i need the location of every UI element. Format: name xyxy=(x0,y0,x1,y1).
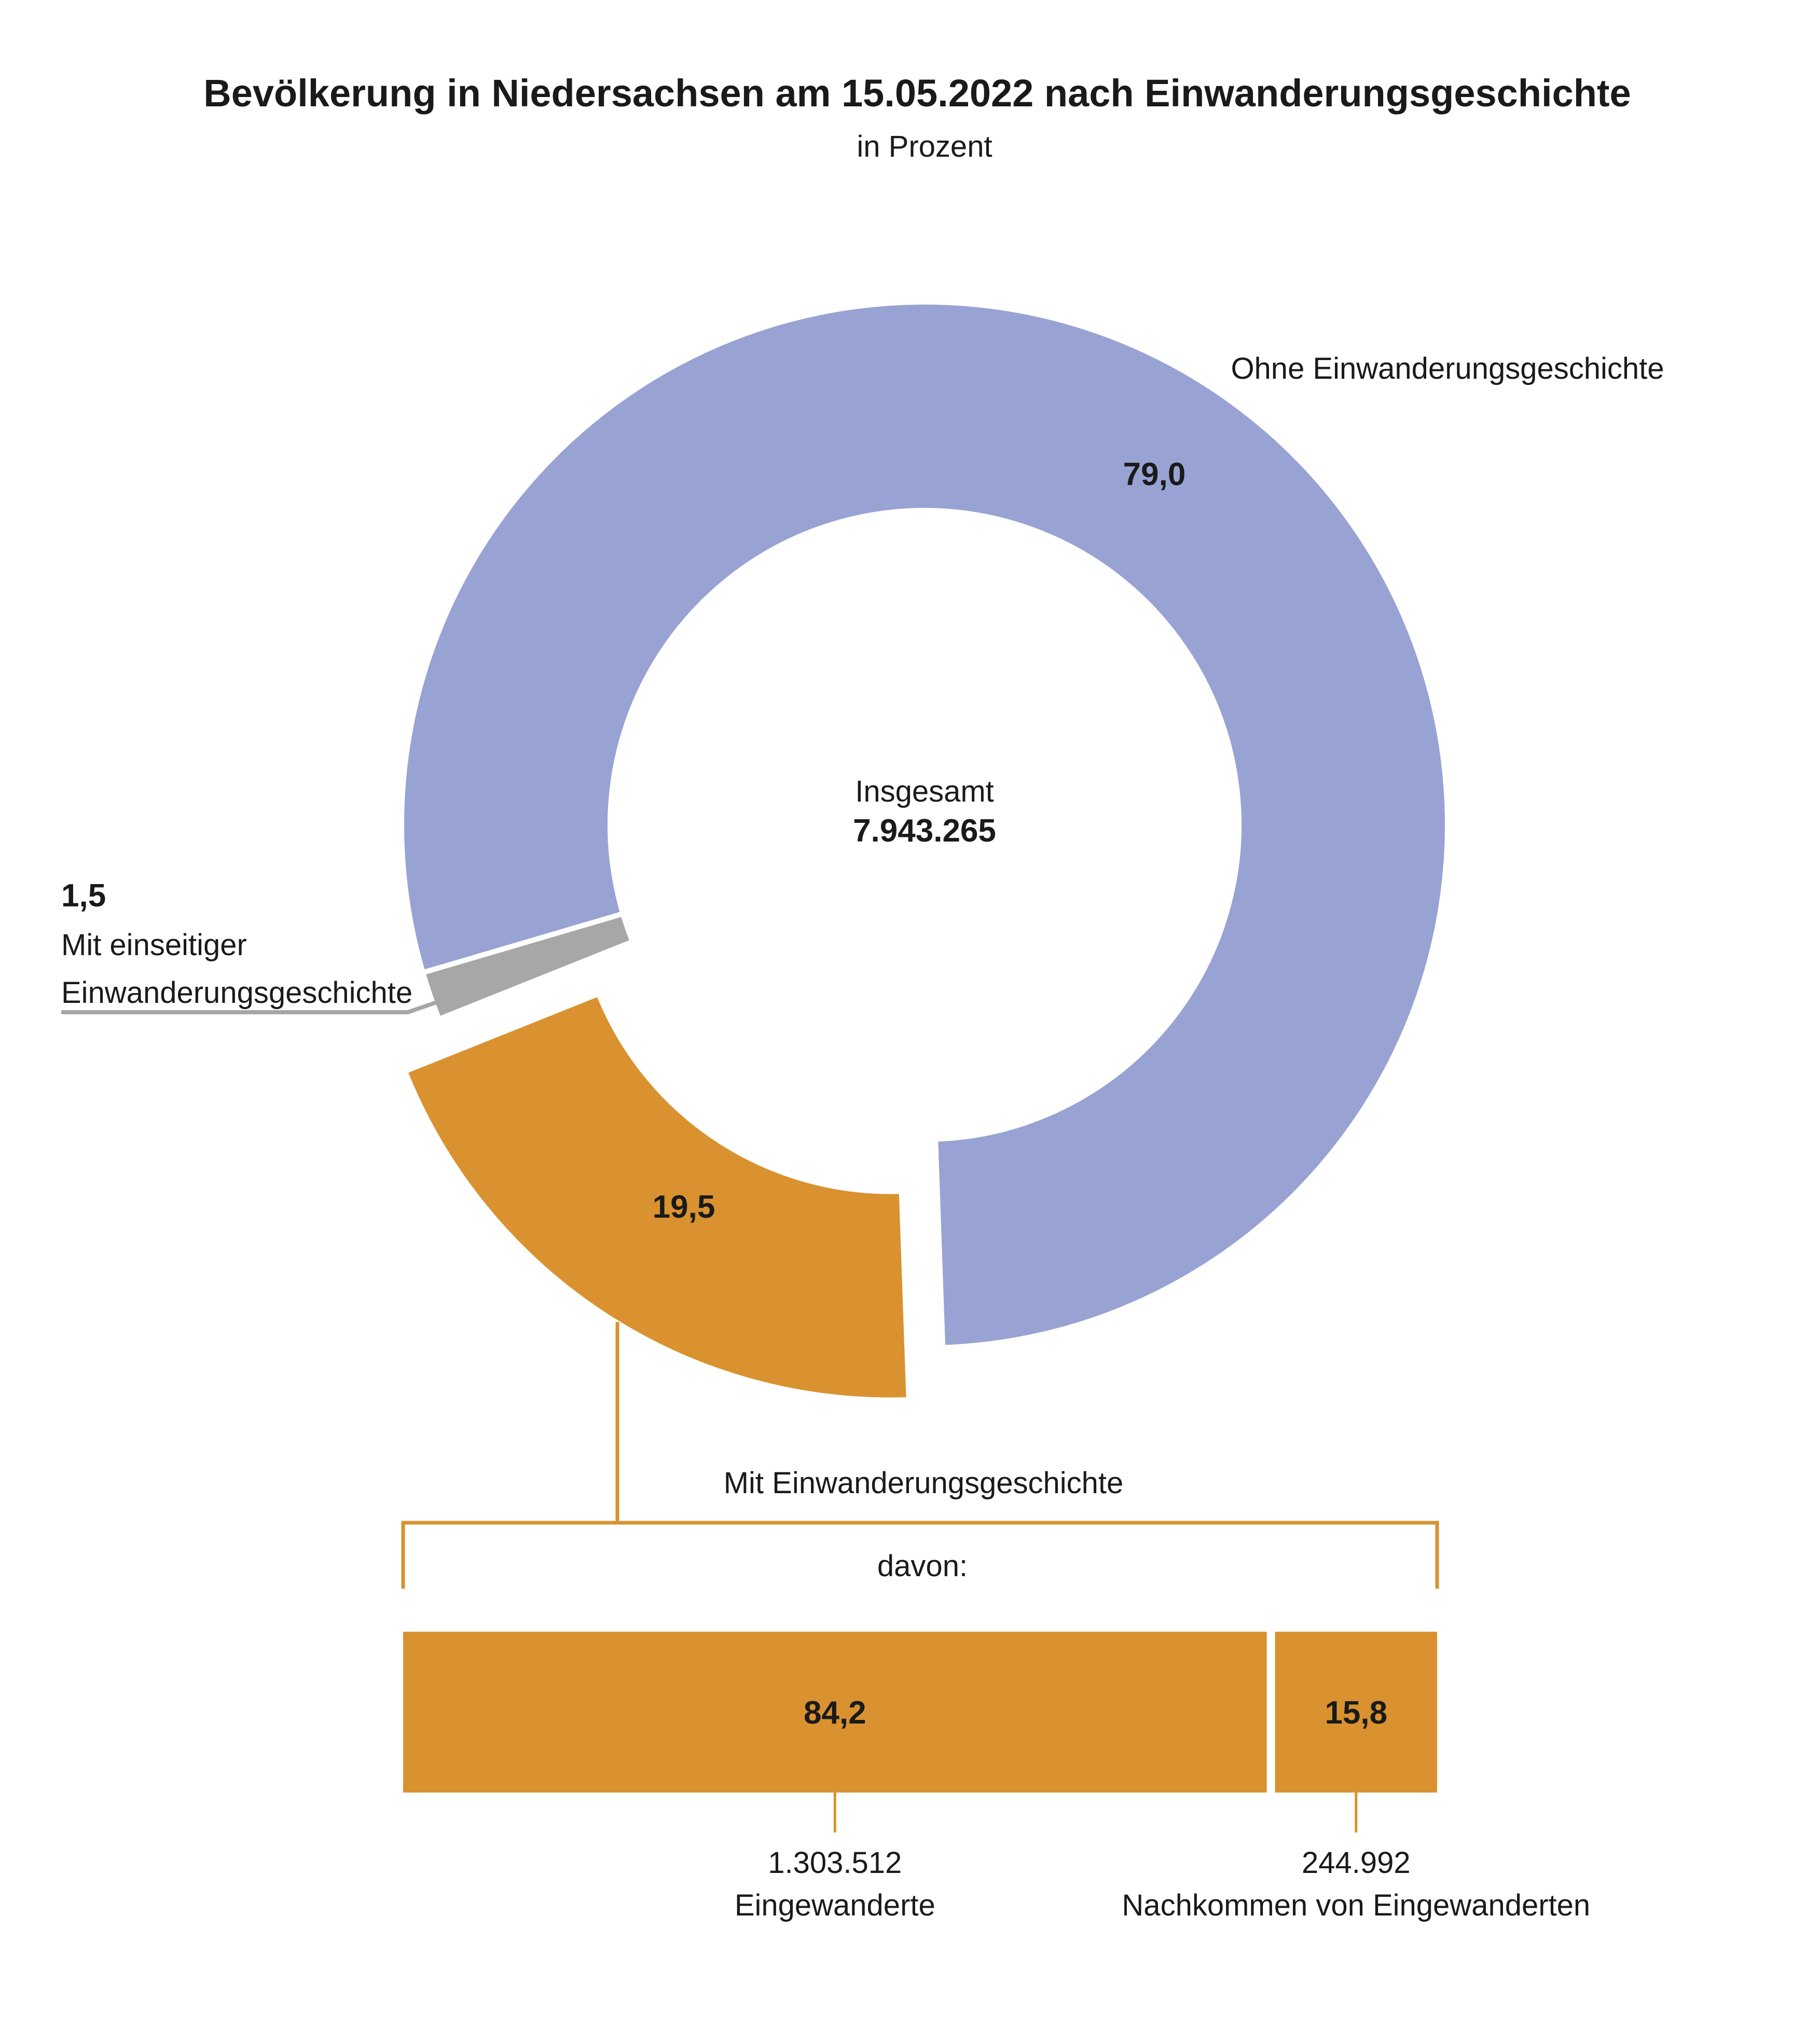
name-nachkommen: Nachkommen von Eingewanderten xyxy=(1122,1889,1591,1922)
value-label-einseitiger: 1,5 xyxy=(61,878,106,914)
bar-value-eingewanderte: 84,2 xyxy=(803,1695,866,1731)
count-nachkommen: 244.992 xyxy=(1301,1846,1411,1880)
center-label-text: Insgesamt xyxy=(855,775,994,808)
sub-bar-title: Mit Einwanderungsgeschichte xyxy=(723,1466,1124,1500)
donut xyxy=(402,302,1447,1400)
name-eingewanderte: Eingewanderte xyxy=(734,1889,935,1922)
value-label-mit: 19,5 xyxy=(652,1189,715,1225)
davon-label: davon: xyxy=(877,1549,968,1583)
slice-name-einseitiger-line2: Einwanderungsgeschichte xyxy=(61,976,413,1010)
slice-name-einseitiger-line1: Mit einseitiger xyxy=(61,928,247,962)
chart-title: Bevölkerung in Niedersachsen am 15.05.2022 nach Einwanderungsgeschichte xyxy=(203,72,1631,115)
slice-name-ohne: Ohne Einwanderungsgeschichte xyxy=(1231,352,1664,385)
bar-value-nachkommen: 15,8 xyxy=(1325,1695,1388,1731)
breakdown-bar xyxy=(403,1632,1437,1793)
value-label-ohne: 79,0 xyxy=(1123,457,1186,492)
chart-subtitle: in Prozent xyxy=(857,130,992,163)
count-eingewanderte: 1.303.512 xyxy=(768,1846,902,1880)
center-label-value: 7.943.265 xyxy=(853,813,996,849)
